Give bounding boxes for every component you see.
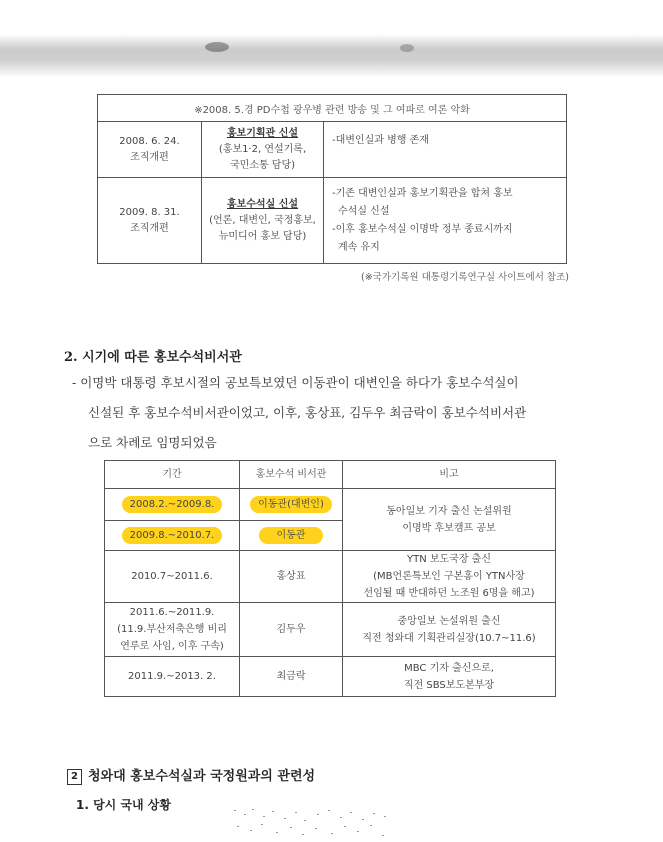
period-cell	[105, 521, 240, 551]
pr-secretary-table	[104, 460, 556, 697]
table-row	[105, 603, 556, 657]
note-cell: 중앙일보 논설위원 출신 직전 청와대 기획관리실장(10.7~11.6)	[343, 603, 556, 657]
table-row	[98, 122, 567, 178]
section-heading	[67, 765, 315, 785]
period-cell: 2011.6.~2011.9. (11.9.부산저축은행 비리 연루로 사임, 이후 구속)	[105, 603, 240, 657]
scan-mark	[205, 42, 229, 52]
note-cell: -대변인실과 병행 존재	[324, 122, 567, 178]
highlight-mark: 2009.8.~2010.7.	[122, 527, 223, 544]
column-header: 비고	[343, 461, 556, 489]
date-cell: 2009. 8. 31. 조직개편	[98, 178, 202, 264]
column-header: 기간	[105, 461, 240, 489]
highlight-mark: 이동관(대변인)	[250, 496, 332, 513]
note-cell: -기존 대변인실과 홍보기획관을 합쳐 홍보 수석실 신설 -이후 홍보수석실 이명박 정부 종료시까지 계속 유지	[324, 178, 567, 264]
name-cell: 최금락	[240, 657, 343, 697]
note-cell: 동아일보 기자 출신 논설위원 이명박 후보캠프 공보	[343, 489, 556, 551]
subsection-heading: 1. 당시 국내 상황	[76, 798, 171, 812]
table-header-row	[105, 461, 556, 489]
period-cell: 2011.9.~2013. 2.	[105, 657, 240, 697]
organization-change-table	[97, 94, 567, 264]
highlight-mark: 2008.2.~2009.8.	[122, 496, 223, 513]
note-cell: YTN 보도국장 출신 (MB언론특보인 구본홍이 YTN사장 선임될 때 반대하던 노조원 6명을 해고)	[343, 551, 556, 603]
scan-noise	[232, 808, 392, 842]
table-row	[105, 551, 556, 603]
table-header: ※2008. 5.경 PD수첩 광우병 관련 방송 및 그 여파로 여론 악화	[98, 95, 567, 122]
section-paragraph: - 이명박 대통령 후보시절의 공보특보였던 이동관이 대변인을 하다가 홍보수석실이 신설된 후 홍보수석비서관이었고, 이후, 홍상표, 김두우 최금락이 홍보수석비서관 으로 차례로 임명되었음	[72, 375, 527, 450]
name-cell	[240, 521, 343, 551]
table-row	[105, 657, 556, 697]
section-title: 청와대 홍보수석실과 국정원과의 관련성	[88, 769, 316, 784]
name-cell	[240, 489, 343, 521]
scan-shadow	[0, 34, 663, 78]
date-cell: 2008. 6. 24. 조직개편	[98, 122, 202, 178]
department-cell: 홍보기획관 신설 (홍보1·2, 연설기록, 국민소통 담당)	[202, 122, 324, 178]
department-cell: 홍보수석실 신설 (언론, 대변인, 국정홍보, 뉴미디어 홍보 담당)	[202, 178, 324, 264]
name-cell: 홍상표	[240, 551, 343, 603]
table-row	[98, 178, 567, 264]
period-cell	[105, 489, 240, 521]
table-row	[105, 489, 556, 521]
section-number-box: 2	[67, 769, 82, 785]
source-note: (※국가기록원 대통령기록연구실 사이트에서 참조)	[361, 272, 569, 283]
note-cell: MBC 기자 출신으로, 직전 SBS보도본부장	[343, 657, 556, 697]
highlight-mark: 이동관	[259, 527, 323, 544]
name-cell: 김두우	[240, 603, 343, 657]
column-header: 홍보수석 비서관	[240, 461, 343, 489]
scan-mark	[400, 44, 414, 52]
period-cell: 2010.7~2011.6.	[105, 551, 240, 603]
section-heading: 2. 시기에 따른 홍보수석비서관	[64, 350, 242, 365]
